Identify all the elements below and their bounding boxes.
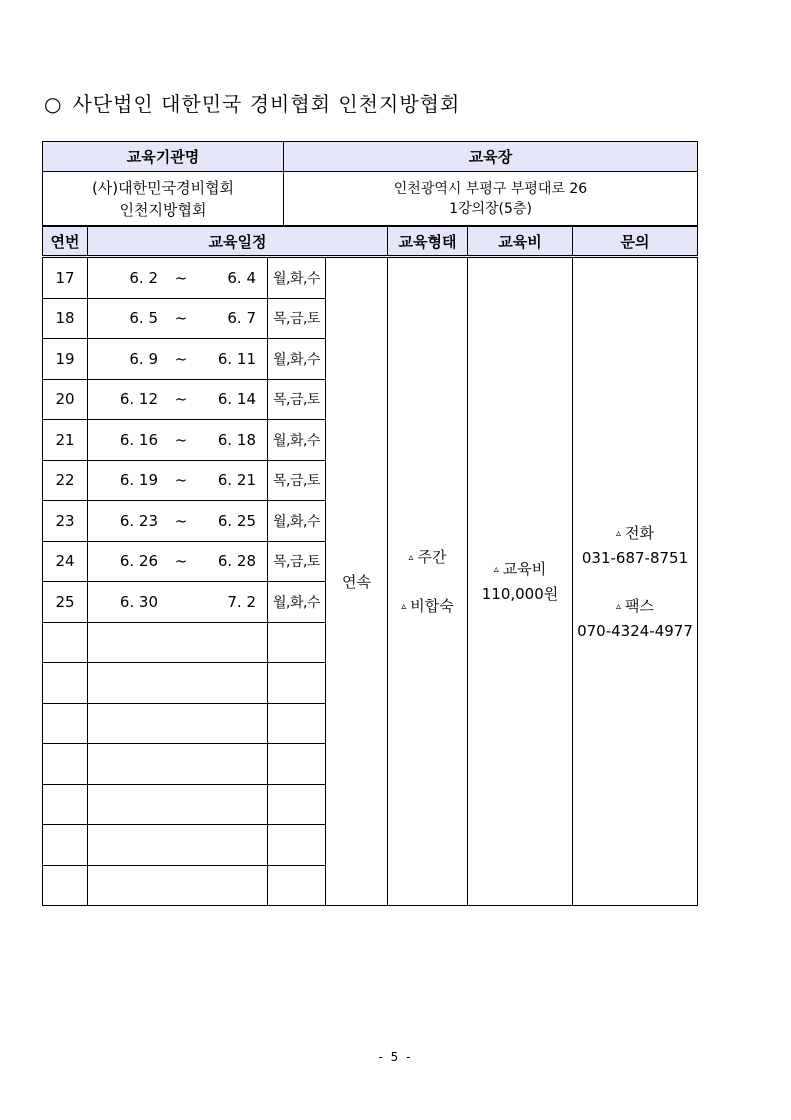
schedule-table bbox=[42, 226, 698, 906]
empty-cell bbox=[268, 865, 326, 906]
weekdays: 월,화,수 bbox=[268, 257, 326, 299]
fee-label: 교육비 bbox=[502, 560, 547, 578]
empty-cell bbox=[88, 825, 268, 866]
header-contact: 문의 bbox=[573, 227, 698, 257]
empty-cell bbox=[43, 744, 88, 785]
end-date: 6. 21 bbox=[217, 471, 256, 490]
date-range bbox=[88, 298, 268, 339]
triangle-icon: ▵ bbox=[493, 564, 499, 575]
phone-label: 전화 bbox=[625, 523, 654, 542]
table-row bbox=[43, 257, 698, 299]
header-type: 교육형태 bbox=[388, 227, 468, 257]
row-number: 18 bbox=[43, 298, 88, 339]
empty-cell bbox=[268, 622, 326, 663]
range-tilde: ~ bbox=[174, 349, 188, 368]
empty-cell bbox=[88, 703, 268, 744]
empty-cell bbox=[88, 663, 268, 704]
end-date: 6. 28 bbox=[217, 552, 256, 571]
range-tilde: ~ bbox=[174, 268, 188, 287]
empty-cell bbox=[43, 865, 88, 906]
mode-text: 연속 bbox=[342, 572, 371, 591]
range-tilde: ~ bbox=[174, 552, 188, 571]
range-tilde: ~ bbox=[174, 430, 188, 449]
triangle-icon: ▵ bbox=[408, 551, 414, 563]
start-date: 6. 12 bbox=[119, 390, 158, 409]
org-cell bbox=[43, 172, 284, 226]
range-tilde: ~ bbox=[174, 309, 188, 328]
type-nonresidential: 비합숙 bbox=[410, 596, 454, 615]
end-date: 7. 2 bbox=[227, 592, 256, 611]
row-number: 20 bbox=[43, 379, 88, 420]
fee-amount: 110,000원 bbox=[481, 585, 559, 603]
type-day: 주간 bbox=[417, 547, 447, 566]
place-cell bbox=[284, 172, 698, 226]
start-date: 6. 23 bbox=[119, 511, 158, 530]
type-cell bbox=[388, 257, 468, 906]
empty-cell bbox=[43, 703, 88, 744]
range-tilde: ~ bbox=[174, 511, 188, 530]
place-line1: 인천광역시 부평구 부평대로 26 bbox=[393, 180, 588, 197]
weekdays: 목,금,토 bbox=[268, 541, 326, 582]
header-org: 교육기관명 bbox=[43, 142, 284, 172]
row-number: 25 bbox=[43, 582, 88, 623]
empty-cell bbox=[88, 622, 268, 663]
date-range bbox=[88, 379, 268, 420]
header-fee: 교육비 bbox=[468, 227, 573, 257]
row-number: 22 bbox=[43, 460, 88, 501]
date-range bbox=[88, 460, 268, 501]
end-date: 6. 25 bbox=[217, 511, 256, 530]
empty-cell bbox=[268, 744, 326, 785]
weekdays: 월,화,수 bbox=[268, 339, 326, 380]
end-date: 6. 14 bbox=[217, 390, 256, 409]
info-table bbox=[42, 141, 698, 226]
start-date: 6. 19 bbox=[119, 471, 158, 490]
fee-cell bbox=[468, 257, 573, 906]
org-line1: (사)대한민국경비협회 bbox=[91, 178, 235, 197]
bullet-circle: ○ bbox=[44, 92, 63, 116]
header-no: 연번 bbox=[43, 227, 88, 257]
start-date: 6. 16 bbox=[119, 430, 158, 449]
empty-cell bbox=[88, 865, 268, 906]
mode-cell bbox=[326, 257, 388, 906]
empty-cell bbox=[88, 784, 268, 825]
weekdays: 목,금,토 bbox=[268, 298, 326, 339]
header-schedule: 교육일정 bbox=[88, 227, 388, 257]
date-range bbox=[88, 257, 268, 299]
fax-label: 팩스 bbox=[625, 596, 654, 615]
range-tilde: ~ bbox=[174, 390, 188, 409]
end-date: 6. 18 bbox=[217, 430, 256, 449]
empty-cell bbox=[268, 784, 326, 825]
page-heading bbox=[44, 88, 460, 117]
empty-cell bbox=[43, 663, 88, 704]
start-date: 6. 9 bbox=[129, 349, 158, 368]
empty-cell bbox=[43, 784, 88, 825]
weekdays: 월,화,수 bbox=[268, 582, 326, 623]
row-number: 24 bbox=[43, 541, 88, 582]
start-date: 6. 30 bbox=[119, 592, 158, 611]
row-number: 21 bbox=[43, 420, 88, 461]
triangle-icon: ▵ bbox=[401, 600, 407, 612]
weekdays: 목,금,토 bbox=[268, 460, 326, 501]
triangle-icon: ▵ bbox=[615, 600, 622, 612]
row-number: 19 bbox=[43, 339, 88, 380]
date-range bbox=[88, 541, 268, 582]
empty-cell bbox=[43, 622, 88, 663]
date-range bbox=[88, 501, 268, 542]
triangle-icon: ▵ bbox=[615, 527, 622, 539]
heading-text: 사단법인 대한민국 경비협회 인천지방협회 bbox=[72, 92, 461, 116]
start-date: 6. 2 bbox=[129, 268, 158, 287]
header-place: 교육장 bbox=[284, 142, 698, 172]
contact-cell bbox=[573, 257, 698, 906]
weekdays: 월,화,수 bbox=[268, 420, 326, 461]
fax-number: 070-4324-4977 bbox=[577, 621, 693, 640]
end-date: 6. 11 bbox=[217, 349, 256, 368]
date-range bbox=[88, 339, 268, 380]
weekdays: 목,금,토 bbox=[268, 379, 326, 420]
row-number: 17 bbox=[43, 257, 88, 299]
empty-cell bbox=[268, 703, 326, 744]
empty-cell bbox=[268, 663, 326, 704]
empty-cell bbox=[43, 825, 88, 866]
empty-cell bbox=[88, 744, 268, 785]
date-range bbox=[88, 420, 268, 461]
org-line2: 인천지방협회 bbox=[119, 200, 207, 219]
date-range bbox=[88, 582, 268, 623]
phone-number: 031-687-8751 bbox=[581, 548, 689, 567]
empty-cell bbox=[268, 825, 326, 866]
start-date: 6. 5 bbox=[129, 309, 158, 328]
start-date: 6. 26 bbox=[119, 552, 158, 571]
range-tilde: ~ bbox=[174, 471, 188, 490]
end-date: 6. 4 bbox=[227, 268, 256, 287]
page-number: - 5 - bbox=[378, 1050, 413, 1064]
place-line2: 1강의장(5층) bbox=[449, 200, 532, 217]
end-date: 6. 7 bbox=[227, 309, 256, 328]
row-number: 23 bbox=[43, 501, 88, 542]
weekdays: 월,화,수 bbox=[268, 501, 326, 542]
